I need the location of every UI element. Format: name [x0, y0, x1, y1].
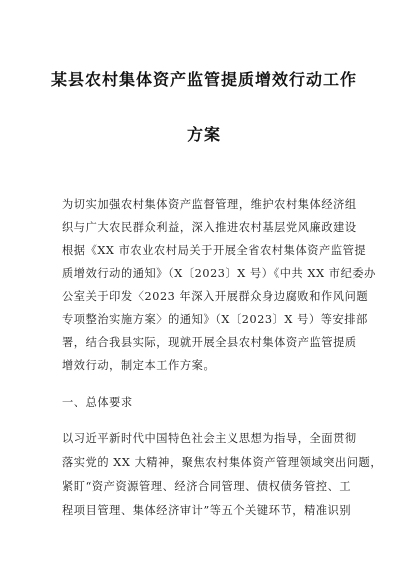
- paragraph-requirements-line: 以习近平新时代中国特色社会主义思想为指导，全面贯彻: [62, 432, 357, 445]
- paragraph-requirements-line: 紧盯“资产资源管理、经济合同管理、债权债务管控、工: [62, 480, 352, 493]
- paragraph-intro-line: 署，结合我县实际，现就开展全县农村集体资产监管提质: [62, 336, 357, 349]
- paragraph-requirements-line: 程项目管理、集体经济审计”等五个关键环节，精准识别: [62, 504, 352, 517]
- paragraph-intro-line: 增效行动，制定本工作方案。: [62, 359, 216, 372]
- paragraph-intro-line: 公室关于印发〈2023 年深入开展群众身边腐败和作风问题: [62, 290, 369, 303]
- paragraph-intro-line: 织与广大农民群众利益，深入推进农村基层党风廉政建设: [62, 221, 357, 234]
- document-title-line-1: 某县农村集体资产监管提质增效行动工作: [50, 70, 357, 89]
- section-heading-general-requirements: 一、总体要求: [62, 396, 133, 409]
- paragraph-intro-line: 为切实加强农村集体资产监督管理，维护农村集体经济组: [62, 198, 357, 211]
- paragraph-intro-line: 专项整治实施方案〉的通知》（X〔2023〕X 号）等安排部: [62, 313, 368, 326]
- paragraph-intro-line: 根据《XX 市农业农村局关于开展全省农村集体资产监管提: [62, 244, 367, 257]
- document-title-line-2: 方案: [186, 125, 221, 144]
- paragraph-requirements-line: 落实党的 XX 大精神，聚焦农村集体资产管理领域突出问题，: [62, 456, 383, 469]
- paragraph-intro-line: 质增效行动的通知》（X〔2023〕X 号）《中共 XX 市纪委办: [62, 267, 376, 280]
